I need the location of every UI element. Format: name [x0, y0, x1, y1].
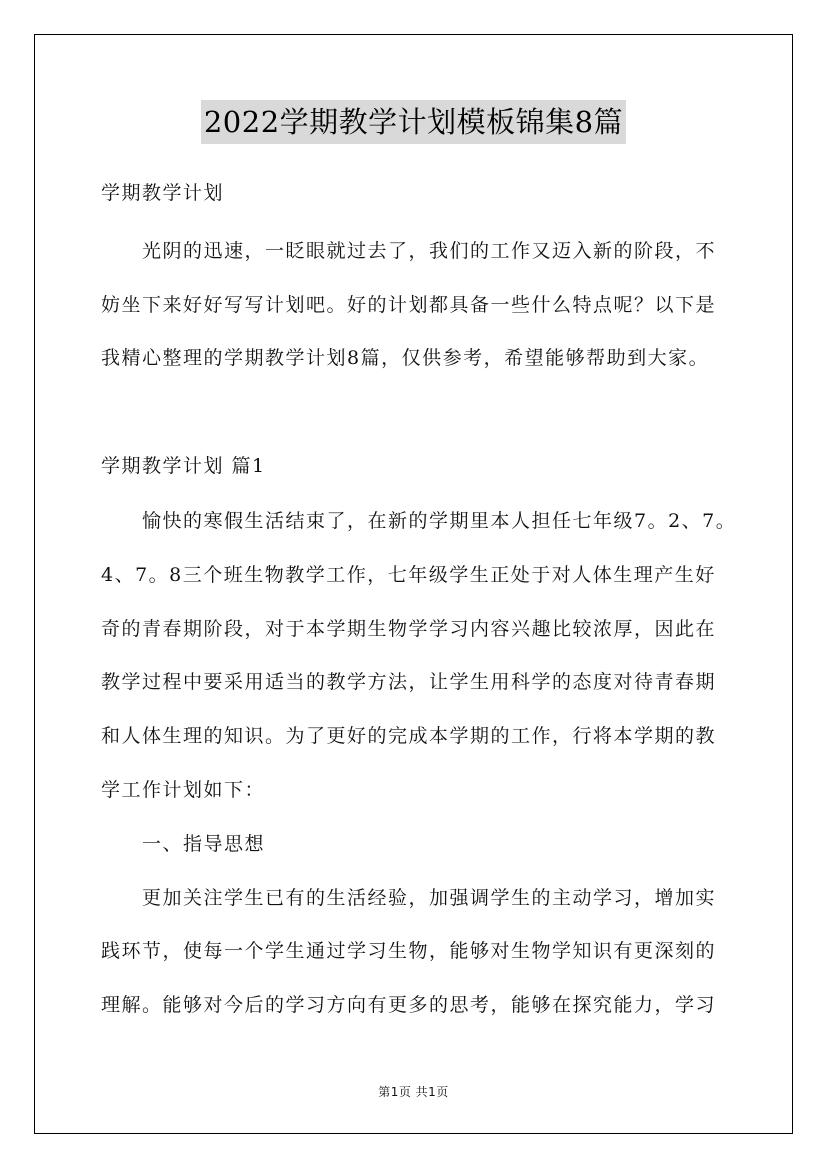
part1-line-3: 奇的青春期阶段，对于本学期生物学学习内容兴趣比较浓厚，因此在 [101, 618, 717, 640]
guiding-line-2: 践环节，使每一个学生通过学习生物，能够对生物学知识有更深刻的 [101, 940, 717, 962]
guiding-line-1: 更加关注学生已有的生活经验，加强调学生的主动学习，增加实 [142, 887, 717, 909]
part1-line-2: 4、7。8三个班生物教学工作，七年级学生正处于对人体生理产生好 [101, 564, 716, 586]
title-container [0, 100, 827, 144]
part1-line-1: 愉快的寒假生活结束了，在新的学期里本人担任七年级7。2、7。 [142, 510, 737, 532]
part1-line-6: 学工作计划如下： [101, 779, 266, 801]
part-heading: 学期教学计划 篇1 [101, 455, 266, 477]
intro-line-2: 妨坐下来好好写写计划吧。好的计划都具备一些什么特点呢？以下是 [101, 294, 717, 316]
part1-line-5: 和人体生理的知识。为了更好的完成本学期的工作，行将本学期的教 [101, 725, 717, 747]
subheading-guiding-ideology: 一、指导思想 [142, 833, 266, 855]
intro-line-3: 我精心整理的学期教学计划8篇，仅供参考，希望能够帮助到大家。 [101, 347, 710, 369]
page-number-footer: 第1页 共1页 [378, 1085, 449, 1099]
section-heading: 学期教学计划 [101, 182, 225, 204]
intro-line-1: 光阴的迅速，一眨眼就过去了，我们的工作又迈入新的阶段，不 [142, 240, 717, 262]
part1-line-4: 教学过程中要采用适当的教学方法，让学生用科学的态度对待青春期 [101, 671, 717, 693]
document-title: 2022学期教学计划模板锦集8篇 [201, 100, 626, 144]
guiding-line-3: 理解。能够对今后的学习方向有更多的思考，能够在探究能力，学习 [101, 994, 717, 1016]
